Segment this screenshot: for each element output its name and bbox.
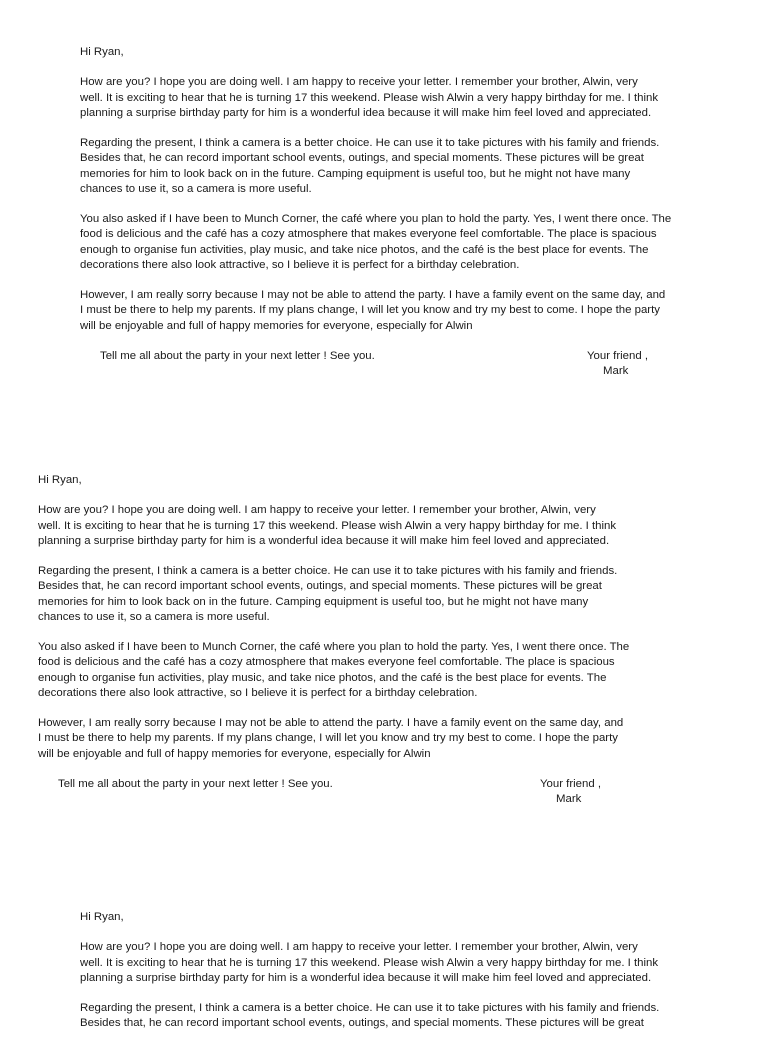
paragraph-3 (80, 212, 720, 273)
greeting: Hi Ryan, (80, 46, 124, 58)
paragraph-1 (80, 75, 720, 121)
paragraph-line: How are you? I hope you are doing well. I am happy to receive your letter. I remember your brother, Alwin, very (38, 504, 596, 517)
paragraph-line: How are you? I hope you are doing well. I am happy to receive your letter. I remember your brother, Alwin, very (80, 76, 638, 89)
paragraph-line: chances to use it, so a camera is more useful. (80, 182, 312, 195)
closing-row (38, 777, 678, 809)
signoff-block (540, 777, 601, 807)
paragraph-line: Regarding the present, I think a camera is a better choice. He can use it to take pictures with his family and friends. (80, 137, 660, 150)
signature-name: Mark (603, 365, 629, 378)
closing-row (80, 349, 720, 381)
paragraph-2 (80, 1001, 720, 1031)
paragraph-line: Besides that, he can record important school events, outings, and special moments. These pictures will be great (80, 152, 644, 165)
paragraph-line: decorations there also look attractive, so I believe it is perfect for a birthday celebration. (38, 686, 478, 699)
greeting: Hi Ryan, (80, 911, 124, 923)
paragraph-line: memories for him to look back on in the future. Camping equipment is useful too, but he might not have many (80, 167, 631, 180)
paragraph-line: Besides that, he can record important school events, outings, and special moments. These pictures will be great (38, 580, 602, 593)
signoff-block (587, 349, 648, 379)
paragraph-line: well. It is exciting to hear that he is turning 17 this weekend. Please wish Alwin a very happy birthday for me. I think (80, 91, 659, 104)
paragraph-line: However, I am really sorry because I may not be able to attend the party. I have a family event on the same day, and (80, 289, 666, 302)
paragraph-line: memories for him to look back on in the future. Camping equipment is useful too, but he might not have many (38, 595, 589, 608)
paragraph-line: I must be there to help my parents. If my plans change, I will let you know and try my best to come. I hope the party (38, 732, 618, 745)
paragraph-1 (38, 503, 678, 549)
paragraph-line: will be enjoyable and full of happy memories for everyone, especially for Alwin (80, 319, 473, 332)
signoff: Your friend , (587, 349, 649, 362)
letter-copy-3 (80, 910, 720, 1047)
signoff: Your friend , (540, 777, 602, 790)
paragraph-line: decorations there also look attractive, so I believe it is perfect for a birthday celebration. (80, 258, 520, 271)
paragraph-line: You also asked if I have been to Munch Corner, the café where you plan to hold the party. Yes, I went there once. The (38, 641, 630, 654)
paragraph-line: Besides that, he can record important school events, outings, and special moments. These pictures will be great (80, 1017, 644, 1030)
signature-name: Mark (556, 793, 582, 806)
paragraph-line: food is delicious and the café has a cozy atmosphere that makes everyone feel comfortable. The place is spacious (38, 656, 615, 669)
paragraph-line: planning a surprise birthday party for him is a wonderful idea because it will make him feel loved and appreciated. (38, 534, 610, 547)
paragraph-line: well. It is exciting to hear that he is turning 17 this weekend. Please wish Alwin a very happy birthday for me. I think (38, 519, 617, 532)
paragraph-line: enough to organise fun activities, play music, and take nice photos, and the café is the best place for events. The (80, 243, 649, 256)
paragraph-line: chances to use it, so a camera is more useful. (38, 610, 270, 623)
greeting: Hi Ryan, (38, 474, 82, 486)
paragraph-2 (80, 136, 720, 197)
letter-copy-2 (38, 473, 678, 809)
closing-note: Tell me all about the party in your next letter ! See you. (58, 777, 333, 790)
paragraph-1 (80, 940, 720, 986)
paragraph-3 (38, 640, 678, 701)
paragraph-line: planning a surprise birthday party for him is a wonderful idea because it will make him feel loved and appreciated. (80, 106, 652, 119)
letter-copy-1 (80, 45, 720, 381)
paragraph-line: will be enjoyable and full of happy memories for everyone, especially for Alwin (38, 747, 431, 760)
paragraph-line: Regarding the present, I think a camera is a better choice. He can use it to take pictures with his family and friends. (80, 1002, 660, 1015)
paragraph-4 (38, 716, 678, 762)
closing-note: Tell me all about the party in your next letter ! See you. (100, 349, 375, 362)
paragraph-line: Regarding the present, I think a camera is a better choice. He can use it to take pictures with his family and friends. (38, 565, 618, 578)
paragraph-2 (38, 564, 678, 625)
paragraph-line: well. It is exciting to hear that he is turning 17 this weekend. Please wish Alwin a very happy birthday for me. I think (80, 956, 659, 969)
paragraph-line: enough to organise fun activities, play music, and take nice photos, and the café is the best place for events. The (38, 671, 607, 684)
paragraph-line: I must be there to help my parents. If my plans change, I will let you know and try my best to come. I hope the party (80, 304, 660, 317)
paragraph-4 (80, 288, 720, 334)
paragraph-line: You also asked if I have been to Munch Corner, the café where you plan to hold the party. Yes, I went there once. The (80, 213, 672, 226)
paragraph-line: However, I am really sorry because I may not be able to attend the party. I have a family event on the same day, and (38, 717, 624, 730)
paragraph-line: food is delicious and the café has a cozy atmosphere that makes everyone feel comfortable. The place is spacious (80, 228, 657, 241)
paragraph-line: planning a surprise birthday party for him is a wonderful idea because it will make him feel loved and appreciated. (80, 971, 652, 984)
paragraph-line: How are you? I hope you are doing well. I am happy to receive your letter. I remember your brother, Alwin, very (80, 941, 638, 954)
